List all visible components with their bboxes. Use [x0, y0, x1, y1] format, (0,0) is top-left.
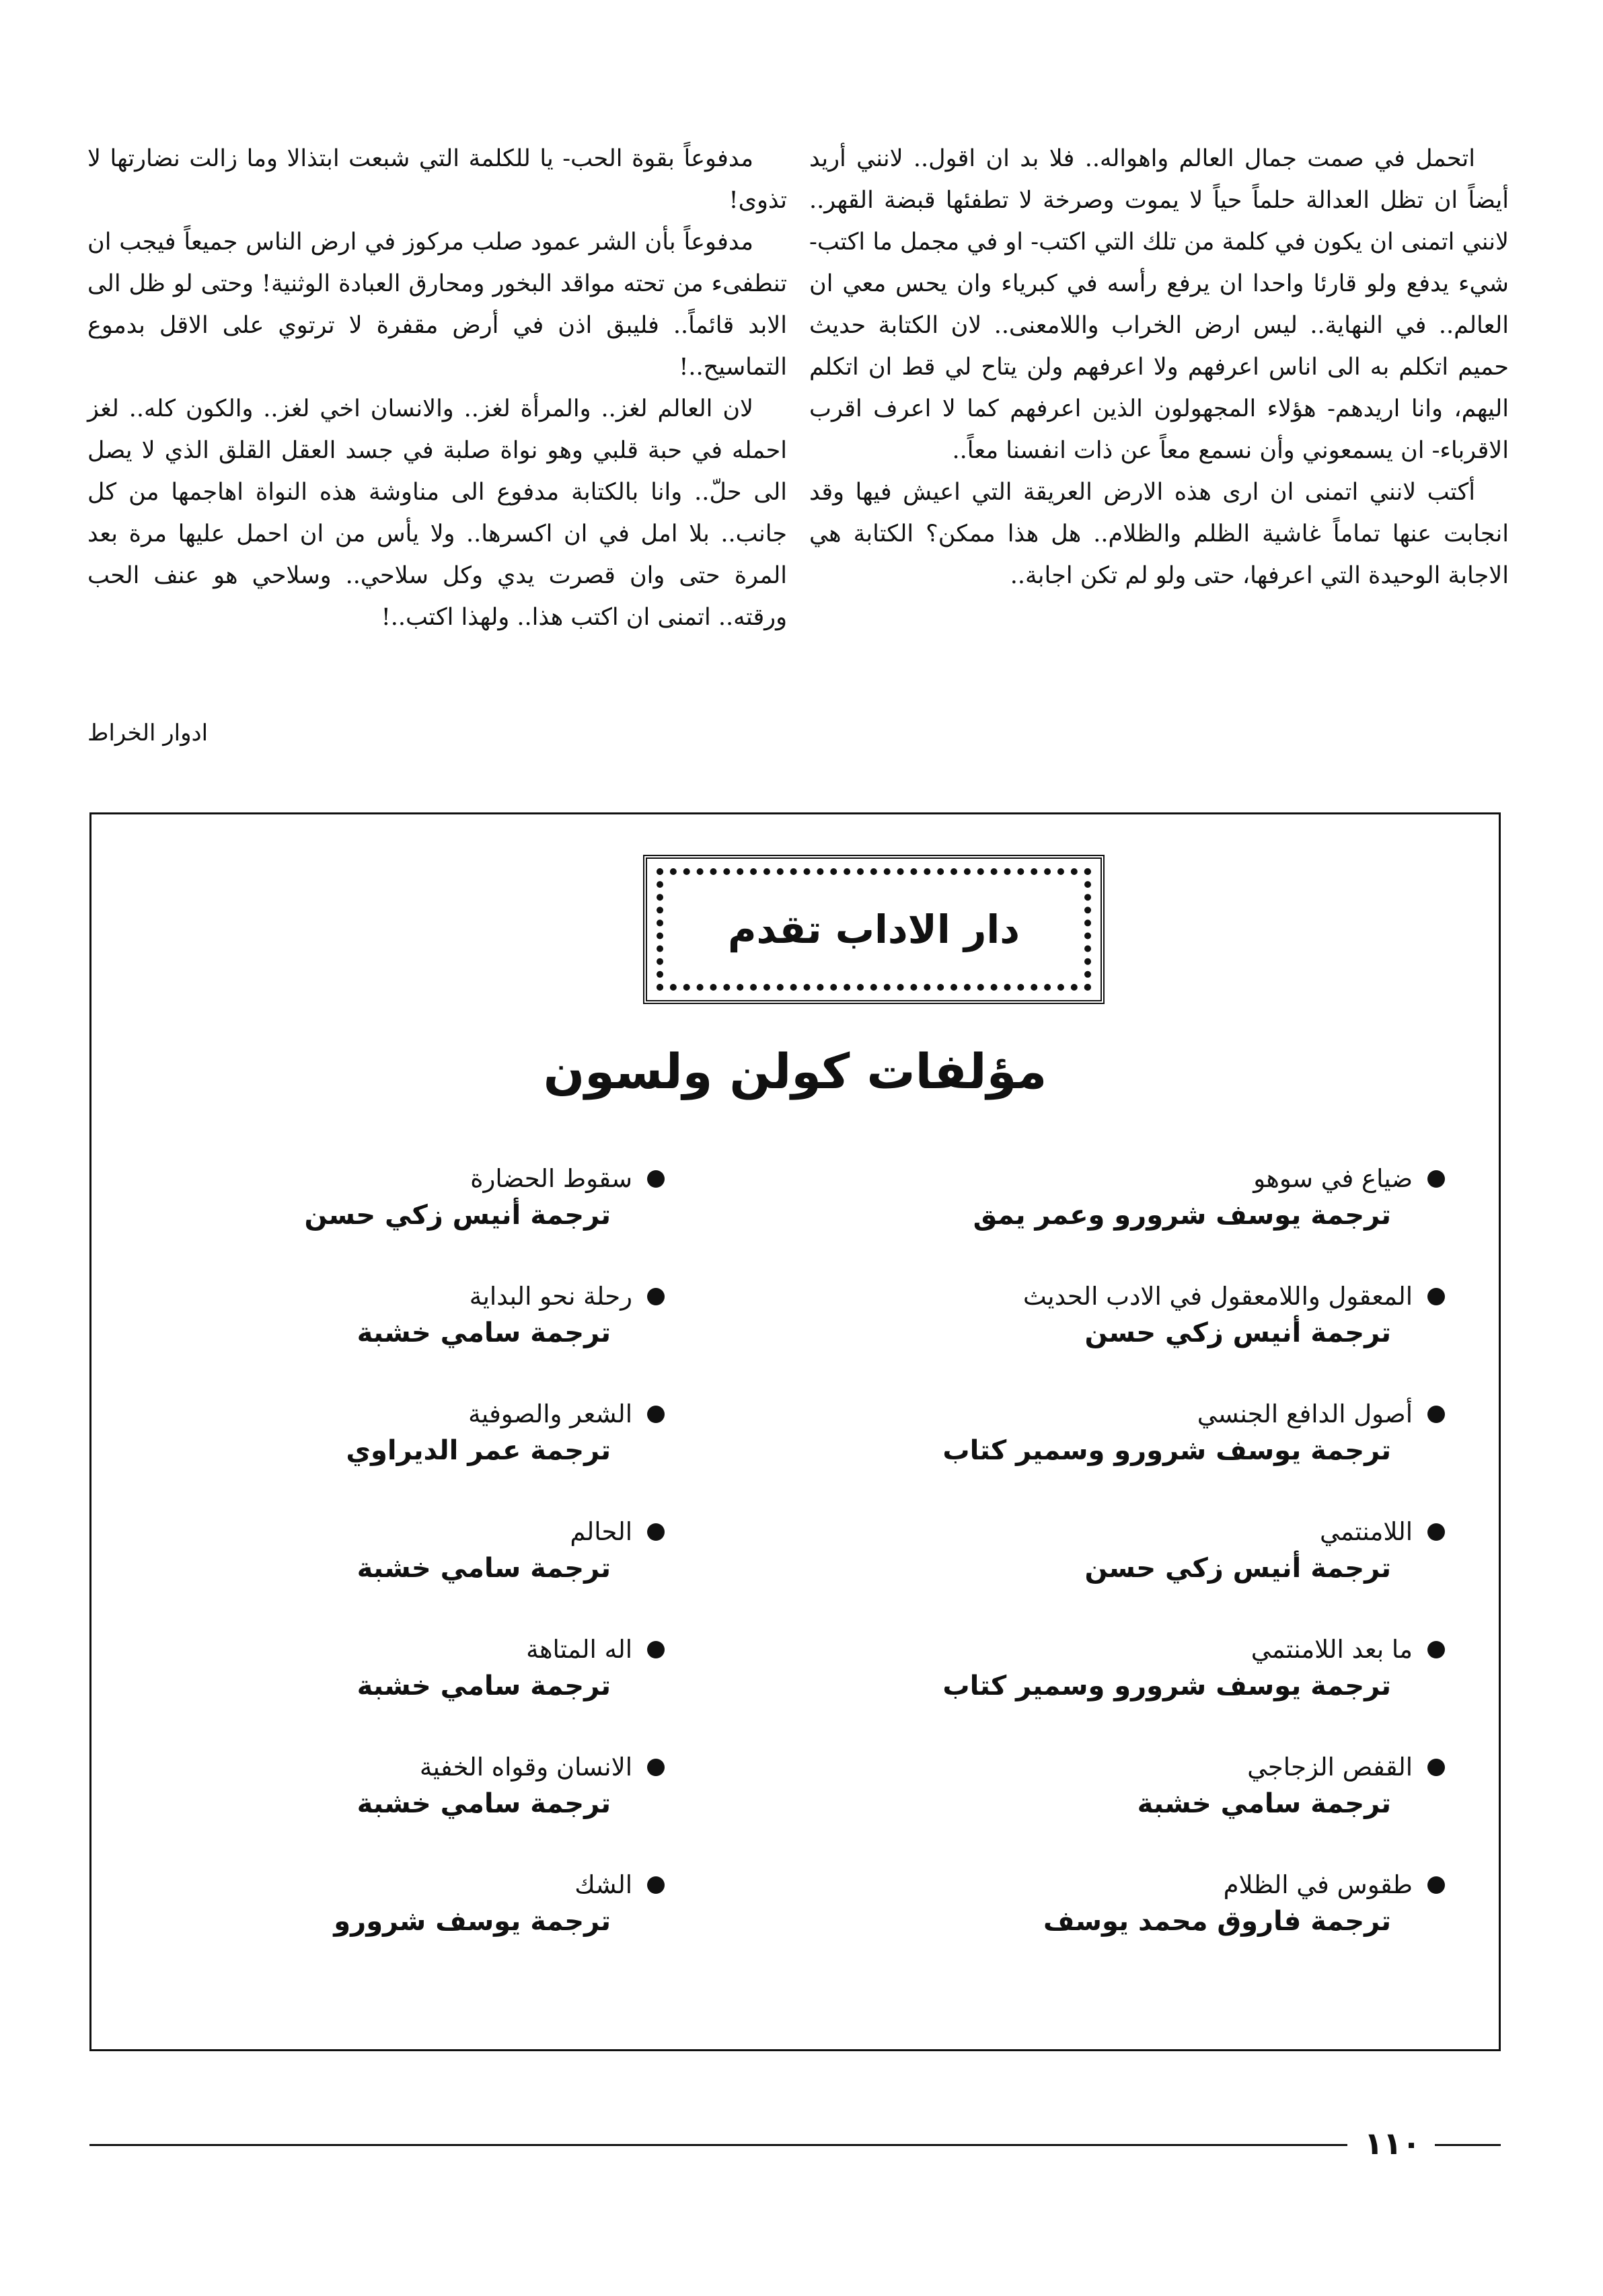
advertisement-box: [89, 812, 1501, 2051]
book-list-left: [59, 1164, 665, 1988]
book-translator: ترجمة سامي خشبة: [357, 1553, 611, 1584]
article-paragraph: اتحمل في صمت جمال العالم واهواله.. فلا بد ان اقول.. لانني أريد أيضاً ان تظل العدالة حلماً حياً لا يموت وصرخة لا تطفئها قبضة القهر.. لانني اتمنى ان يكون في كلمة من تلك التي اكتب- او في مجمل ما اكتب- شيء يدفع ولو قارئا واحدا ان يرفع رأسه في كبرياء وان يحس معي ان العالم.. في النهاية.. ليس ارض الخراب واللامعنى.. لان الكتابة حديث حميم اتكلم به الى اناس اعرفهم ولا اعرفهم ولن يتاح لي قط ان اتكلم اليهم، وانا اريدهم- هؤلاء المجهولون الذين اعرفهم كما لا اعرف اقرب الاقرباء- ان يسمعوني وأن نسمع معاً عن ذات انفسنا معاً..: [809, 145, 1509, 464]
book-translator: ترجمة يوسف شرورو وعمر يمق: [973, 1200, 1391, 1231]
book-list-right: [840, 1164, 1445, 1988]
book-title: سقوط الحضارة: [470, 1164, 632, 1193]
ad-header-frame: [643, 855, 1105, 1004]
book-translator: ترجمة يوسف شرورو وسمير كتاب: [942, 1435, 1391, 1466]
footer-rule: [89, 2144, 1347, 2146]
bullet-icon: [1427, 1170, 1445, 1188]
article-right-column: [809, 138, 1509, 597]
book-title: اللامنتمي: [1319, 1517, 1413, 1546]
book-item: [59, 1282, 665, 1400]
article-paragraph: لان العالم لغز.. والمرأة لغز.. والانسان اخي لغز.. والكون كله.. لغز احمله في حبة قلبي وهو نواة صلبة في جسد العقل القلق الذي لا يصل الى حلّ.. وانا بالكتابة مدفوع الى مناوشة هذه النواة اهاجمها من كل جانب.. بلا امل في ان اكسرها.. ولا يأس من ان احمل عليها مرة بعد المرة حتى وان قصرت يدي وكل سلاحي.. وسلاحي هو عنف الحب ورقته.. اتمنى ان اكتب هذا.. ولهذا اكتب..!: [87, 395, 787, 631]
book-translator: ترجمة سامي خشبة: [1137, 1788, 1391, 1819]
book-item: [59, 1753, 665, 1870]
bullet-icon: [647, 1288, 665, 1305]
article-left-column: [87, 138, 787, 638]
book-translator: ترجمة أنيس زكي حسن: [1084, 1317, 1391, 1348]
ad-header-text: دار الاداب تقدم: [728, 907, 1020, 952]
book-item: [59, 1400, 665, 1517]
book-translator: ترجمة عمر الديراوي: [346, 1435, 611, 1466]
bullet-icon: [1427, 1523, 1445, 1541]
ad-title: مؤلفات كولن ولسون: [543, 1043, 1047, 1100]
book-title: الشعر والصوفية: [468, 1400, 632, 1428]
book-title: المعقول واللامعقول في الادب الحديث: [1022, 1282, 1413, 1311]
book-translator: ترجمة يوسف شرورو وسمير كتاب: [942, 1671, 1391, 1701]
book-title: الانسان وقواه الخفية: [419, 1753, 632, 1782]
article-paragraph: أكتب لانني اتمنى ان ارى هذه الارض العريقة التي اعيش فيها وقد انجابت عنها تماماً غاشية الظلم والظلام.. هل هذا ممكن؟ الكتابة هي الاجابة الوحيدة التي اعرفها، حتى ولو لم تكن اجابة..: [809, 479, 1509, 589]
book-title: اله المتاهة: [526, 1635, 632, 1664]
book-translator: ترجمة يوسف شرورو: [334, 1906, 611, 1937]
book-item: [59, 1517, 665, 1635]
book-item: [59, 1870, 665, 1988]
bullet-icon: [1427, 1759, 1445, 1776]
bullet-icon: [1427, 1406, 1445, 1423]
book-translator: ترجمة أنيس زكي حسن: [1084, 1553, 1391, 1584]
book-title: ما بعد اللامنتمي: [1251, 1635, 1413, 1664]
book-translator: ترجمة سامي خشبة: [357, 1671, 611, 1701]
book-title: القفص الزجاجي: [1247, 1753, 1413, 1782]
bullet-icon: [647, 1523, 665, 1541]
book-title: رحلة نحو البداية: [469, 1282, 632, 1311]
bullet-icon: [647, 1170, 665, 1188]
article-paragraph: مدفوعاً بأن الشر عمود صلب مركوز في ارض الناس جميعاً فيجب ان تنطفىء من تحته مواقد البخور ومحارق العبادة الوثنية! وحتى لو ظل الى الابد قائماً.. فليبق اذن في أرض مقفرة لا ترتوي على الاقل بدموع التماسيح..!: [87, 229, 787, 381]
bullet-icon: [647, 1406, 665, 1423]
book-translator: ترجمة فاروق محمد يوسف: [1043, 1906, 1391, 1937]
book-title: الشك: [574, 1870, 632, 1899]
ad-header-chain-border: [657, 868, 1091, 991]
bullet-icon: [647, 1759, 665, 1776]
book-translator: ترجمة سامي خشبة: [357, 1317, 611, 1348]
book-item: [59, 1635, 665, 1753]
book-item: [840, 1282, 1445, 1400]
author-name: ادوار الخراط: [87, 720, 209, 747]
book-translator: ترجمة سامي خشبة: [357, 1788, 611, 1819]
author-signature: [87, 720, 357, 747]
book-item: [840, 1400, 1445, 1517]
book-item: [840, 1753, 1445, 1870]
article-paragraph: مدفوعاً بقوة الحب- يا للكلمة التي شبعت ابتذالا وما زالت نضارتها لا تذوى!: [87, 145, 787, 214]
book-title: الحالم: [570, 1517, 632, 1546]
bullet-icon: [647, 1876, 665, 1894]
page-number: ١١٠: [1364, 2125, 1421, 2161]
book-item: [840, 1517, 1445, 1635]
book-item: [59, 1164, 665, 1282]
bullet-icon: [1427, 1288, 1445, 1305]
book-item: [840, 1870, 1445, 1988]
bullet-icon: [1427, 1876, 1445, 1894]
bullet-icon: [1427, 1641, 1445, 1658]
book-title: أصول الدافع الجنسي: [1197, 1400, 1413, 1428]
book-title: ضياع في سوهو: [1253, 1164, 1413, 1193]
book-item: [840, 1635, 1445, 1753]
book-item: [840, 1164, 1445, 1282]
book-translator: ترجمة أنيس زكي حسن: [304, 1200, 611, 1231]
bullet-icon: [647, 1641, 665, 1658]
footer-rule: [1435, 2144, 1501, 2146]
book-title: طقوس في الظلام: [1223, 1870, 1413, 1899]
